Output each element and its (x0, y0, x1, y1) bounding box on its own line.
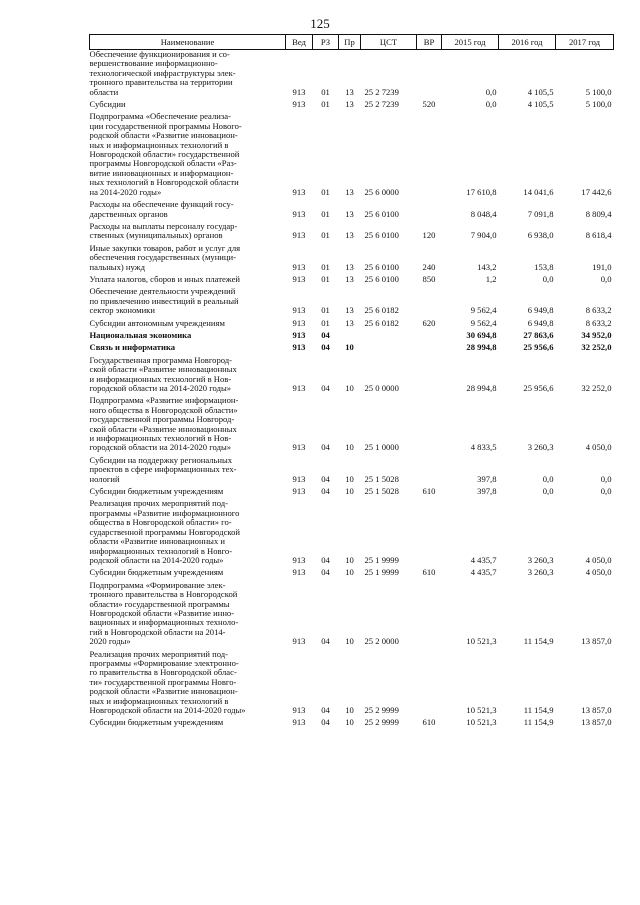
row-vr (417, 456, 442, 487)
row-amount-2015: 10 521,3 (466, 705, 497, 715)
row-name: Расходы на выплаты персоналу государ- ственных (муниципальных) органов (89, 220, 238, 241)
row-rz: 01 (321, 208, 330, 219)
table-row (90, 343, 614, 355)
row-amount-2017: 13 857,0 (581, 636, 612, 647)
row-ved: 913 (292, 208, 306, 219)
row-pr: 13 (345, 186, 354, 197)
row-cst: 25 1 5028 (364, 473, 399, 484)
row-pr: 13 (345, 305, 354, 316)
row-amount-2015: 17 610,8 (466, 186, 497, 197)
row-rz: 04 (321, 473, 330, 484)
row-ved: 913 (292, 230, 306, 241)
row-name: Подпрограмма «Обеспечение реализа- ции государственной программы Нового- родской области «Развитие инновацион- ных и информационных технологий в Новгородской области» государственной программы Новгородской области «Раз- витие инновационных и информацион- ных технологий в Новгородской области на 2014-2020 годы» (89, 111, 242, 197)
row-amount-2017: 13 857,0 (581, 705, 612, 715)
row-cst: 25 1 9999 (364, 554, 399, 565)
row-ved: 913 (292, 383, 306, 393)
row-amount-2015: 0,0 (485, 86, 497, 97)
row-amount-2015: 10 521,3 (466, 717, 497, 728)
row-amount-2015: 4 435,7 (470, 554, 497, 565)
table-row (90, 499, 614, 568)
row-ved: 913 (292, 636, 306, 647)
row-vr: 850 (422, 273, 436, 284)
row-ved: 913 (292, 186, 306, 197)
row-name: Национальная экономика (89, 329, 192, 340)
row-amount-2016: 6 938,0 (527, 230, 554, 241)
row-amount-2016: 6 949,8 (527, 317, 554, 328)
row-pr: 13 (345, 273, 354, 284)
row-amount-2016: 3 260,3 (527, 567, 554, 578)
row-cst: 25 2 7239 (364, 86, 399, 97)
row-amount-2017: 32 252,0 (581, 342, 612, 353)
row-cst: 25 6 0100 (364, 208, 399, 219)
row-ved: 913 (292, 329, 306, 340)
table-row (90, 50, 614, 101)
row-name: Обеспечение функционирования и со- вершенствование информационно- технологической инфраструктуры элек- тронного правительства на территории области (89, 49, 236, 97)
row-ved: 913 (292, 442, 306, 453)
row-pr: 10 (345, 705, 354, 715)
row-amount-2016: 4 105,5 (527, 86, 554, 97)
row-vr: 120 (422, 230, 436, 241)
header-cst: ЦСТ (361, 35, 417, 50)
row-cst: 25 1 0000 (364, 442, 399, 453)
row-amount-2016: 3 260,3 (527, 442, 554, 453)
row-ved: 913 (292, 473, 306, 484)
row-rz: 04 (321, 329, 330, 340)
row-pr: 10 (345, 473, 354, 484)
row-name: Субсидии автономным учреждениям (89, 317, 225, 328)
row-amount-2015: 7 904,0 (470, 230, 497, 241)
row-amount-2015: 397,8 (477, 473, 497, 484)
row-amount-2015: 28 994,8 (466, 383, 497, 393)
row-amount-2016: 153,8 (534, 261, 554, 272)
row-rz: 01 (321, 99, 330, 110)
row-ved: 913 (292, 99, 306, 110)
row-amount-2015: 8 048,4 (470, 208, 497, 219)
row-amount-2016: 25 956,6 (523, 383, 554, 393)
row-amount-2017: 34 952,0 (581, 329, 612, 340)
row-pr: 10 (345, 442, 354, 453)
header-name: Наименование (90, 35, 286, 50)
row-amount-2016: 11 154,9 (523, 717, 554, 728)
row-pr: 10 (345, 383, 354, 393)
row-name: Подпрограмма «Развитие информацион- ного общества в Новгородской области» государственной программы Новгород- ской области «Развитие инновационных и информационных технологий в Нов- городской области на 2014-2020 годы» (89, 395, 239, 453)
row-amount-2015: 143,2 (477, 261, 497, 272)
header-rz: РЗ (313, 35, 339, 50)
table-header-row (90, 35, 614, 50)
row-vr (417, 581, 442, 650)
row-amount-2017: 0,0 (600, 273, 612, 284)
row-cst: 25 6 0182 (364, 317, 399, 328)
row-rz: 04 (321, 383, 330, 393)
row-pr: 13 (345, 317, 354, 328)
row-amount-2015: 397,8 (477, 486, 497, 497)
table-row (90, 244, 614, 275)
row-cst (361, 331, 417, 343)
row-rz: 04 (321, 636, 330, 647)
row-amount-2017: 0,0 (600, 473, 612, 484)
row-amount-2016: 11 154,9 (523, 705, 554, 715)
row-vr: 520 (422, 99, 436, 110)
row-vr (417, 112, 442, 200)
row-amount-2016: 27 863,6 (523, 329, 554, 340)
row-rz: 04 (321, 486, 330, 497)
row-pr: 10 (345, 567, 354, 578)
table-row (90, 396, 614, 455)
row-rz: 01 (321, 305, 330, 316)
row-rz: 01 (321, 230, 330, 241)
row-cst: 25 2 9999 (364, 705, 399, 715)
row-cst: 25 1 9999 (364, 567, 399, 578)
row-cst: 25 1 5028 (364, 486, 399, 497)
row-cst: 25 2 0000 (364, 636, 399, 647)
row-cst: 25 6 0100 (364, 261, 399, 272)
row-vr (417, 50, 442, 101)
row-rz: 04 (321, 705, 330, 715)
row-vr (417, 356, 442, 397)
row-name: Субсидии бюджетным учреждениям (89, 717, 224, 728)
row-ved: 913 (292, 705, 306, 715)
row-rz: 01 (321, 86, 330, 97)
row-ved: 913 (292, 567, 306, 578)
row-amount-2015: 9 562,4 (470, 305, 497, 316)
row-amount-2016: 7 091,8 (527, 208, 554, 219)
row-amount-2016: 3 260,3 (527, 554, 554, 565)
row-amount-2017: 8 633,2 (585, 305, 612, 316)
table-row (90, 222, 614, 244)
row-rz: 01 (321, 186, 330, 197)
row-rz: 01 (321, 317, 330, 328)
row-vr (417, 200, 442, 222)
row-name: Субсидии бюджетным учреждениям (89, 567, 224, 578)
row-pr: 13 (345, 99, 354, 110)
row-ved: 913 (292, 486, 306, 497)
row-rz: 04 (321, 442, 330, 453)
row-name: Субсидии бюджетным учреждениям (89, 486, 224, 497)
row-pr: 10 (345, 554, 354, 565)
row-name: Реализация прочих мероприятий под- программы «Развитие информационного общества в Новгородской области» го- сударственной программы Новгородской области «Развитие инновационных и информационных технологий в Новго- родской области на 2014-2020 годы» (89, 498, 241, 565)
row-pr: 13 (345, 230, 354, 241)
row-rz: 01 (321, 261, 330, 272)
table-row (90, 650, 614, 719)
row-rz: 04 (321, 567, 330, 578)
row-amount-2015: 10 521,3 (466, 636, 497, 647)
row-name: Связь и информатика (89, 342, 176, 353)
row-cst: 25 2 7239 (364, 99, 399, 110)
row-amount-2015: 9 562,4 (470, 317, 497, 328)
row-vr: 620 (422, 317, 436, 328)
row-amount-2017: 32 252,0 (581, 383, 612, 393)
table-row (90, 456, 614, 487)
row-vr: 610 (422, 567, 436, 578)
row-amount-2016: 0,0 (542, 486, 554, 497)
row-amount-2016: 14 041,6 (523, 186, 554, 197)
row-pr: 13 (345, 261, 354, 272)
row-rz: 01 (321, 273, 330, 284)
row-pr: 13 (345, 208, 354, 219)
row-cst: 25 2 9999 (364, 717, 399, 728)
row-ved: 913 (292, 86, 306, 97)
row-ved: 913 (292, 273, 306, 284)
table-row (90, 356, 614, 397)
row-cst: 25 6 0100 (364, 230, 399, 241)
header-pr: Пр (339, 35, 361, 50)
table-row (90, 112, 614, 200)
row-vr: 610 (422, 717, 436, 728)
row-vr (417, 396, 442, 455)
header-2015: 2015 год (442, 35, 499, 50)
row-pr: 13 (345, 86, 354, 97)
row-pr: 10 (345, 486, 354, 497)
row-cst: 25 6 0100 (364, 273, 399, 284)
page-number: 125 (310, 16, 330, 31)
row-pr: 10 (345, 342, 354, 353)
row-amount-2015: 30 694,8 (466, 329, 497, 340)
header-ved: Вед (286, 35, 313, 50)
table-row (90, 718, 614, 730)
row-amount-2017: 8 809,4 (585, 208, 612, 219)
row-amount-2017: 191,0 (592, 261, 612, 272)
row-vr: 240 (422, 261, 436, 272)
header-2016: 2016 год (499, 35, 556, 50)
row-cst: 25 0 0000 (364, 383, 399, 393)
row-name: Уплата налогов, сборов и иных платежей (89, 273, 241, 284)
row-name: Реализация прочих мероприятий под- программы «Формирование электронно- го правительства в Новгородской облас- ти» государственной программы Новго- родской области «Развитие инновацион- ных и информационных технологий в Новгородской области на 2014-2020 годы» (89, 648, 246, 715)
row-name: Иные закупки товаров, работ и услуг для обеспечения государственных (муници- пальных) нужд (89, 242, 241, 272)
row-vr (417, 650, 442, 719)
row-cst: 25 6 0000 (364, 186, 399, 197)
row-vr (417, 331, 442, 343)
row-amount-2015: 4 833,5 (470, 442, 497, 453)
row-name: Расходы на обеспечение функций госу- дарственных органов (89, 199, 234, 219)
row-ved: 913 (292, 317, 306, 328)
row-name: Субсидии на поддержку региональных проектов в сфере информационных тех- нологий (89, 454, 237, 484)
row-ved: 913 (292, 342, 306, 353)
header-vr: ВР (417, 35, 442, 50)
row-rz: 04 (321, 717, 330, 728)
row-amount-2017: 4 050,0 (585, 554, 612, 565)
row-amount-2016: 25 956,6 (523, 342, 554, 353)
row-amount-2016: 0,0 (542, 473, 554, 484)
row-amount-2017: 5 100,0 (585, 86, 612, 97)
row-amount-2016: 0,0 (542, 273, 554, 284)
row-amount-2015: 0,0 (485, 99, 497, 110)
row-name: Подпрограмма «Формирование элек- тронного правительства в Новгородской области» государственной программы Новгородской области «Развитие инно- вационных и информационных техноло- гий в Новгородской области на 2014- 2020 годы» (89, 579, 239, 647)
row-amount-2015: 4 435,7 (470, 567, 497, 578)
table-body (90, 50, 614, 731)
header-2017: 2017 год (556, 35, 614, 50)
budget-table (89, 34, 614, 731)
table-row (90, 200, 614, 222)
row-vr: 610 (422, 486, 436, 497)
table-row (90, 581, 614, 650)
row-amount-2017: 17 442,6 (581, 186, 612, 197)
row-amount-2017: 5 100,0 (585, 99, 612, 110)
row-amount-2017: 4 050,0 (585, 567, 612, 578)
row-name: Субсидии (89, 99, 126, 110)
row-amount-2015: 1,2 (485, 273, 497, 284)
row-amount-2017: 8 618,4 (585, 230, 612, 241)
row-ved: 913 (292, 261, 306, 272)
row-amount-2017: 8 633,2 (585, 317, 612, 328)
row-ved: 913 (292, 717, 306, 728)
row-amount-2016: 11 154,9 (523, 636, 554, 647)
row-amount-2016: 6 949,8 (527, 305, 554, 316)
row-amount-2017: 4 050,0 (585, 442, 612, 453)
row-cst (361, 343, 417, 355)
row-name: Государственная программа Новгород- ской области «Развитие инновационных и информационных технологий в Нов- городской области на 2014-2020 годы» (89, 354, 237, 393)
row-amount-2016: 4 105,5 (527, 99, 554, 110)
row-pr: 10 (345, 717, 354, 728)
row-rz: 04 (321, 554, 330, 565)
row-name: Обеспечение деятельности учреждений по привлечению инвестиций в реальный сектор экономики (89, 286, 239, 316)
table-row (90, 568, 614, 580)
row-rz: 04 (321, 342, 330, 353)
row-pr: 10 (345, 636, 354, 647)
row-amount-2017: 13 857,0 (581, 717, 612, 728)
row-vr (417, 287, 442, 318)
row-amount-2017: 0,0 (600, 486, 612, 497)
row-ved: 913 (292, 554, 306, 565)
row-vr (417, 499, 442, 568)
row-vr (417, 343, 442, 355)
row-ved: 913 (292, 305, 306, 316)
table-row (90, 287, 614, 318)
row-cst: 25 6 0182 (364, 305, 399, 316)
row-amount-2015: 28 994,8 (466, 342, 497, 353)
